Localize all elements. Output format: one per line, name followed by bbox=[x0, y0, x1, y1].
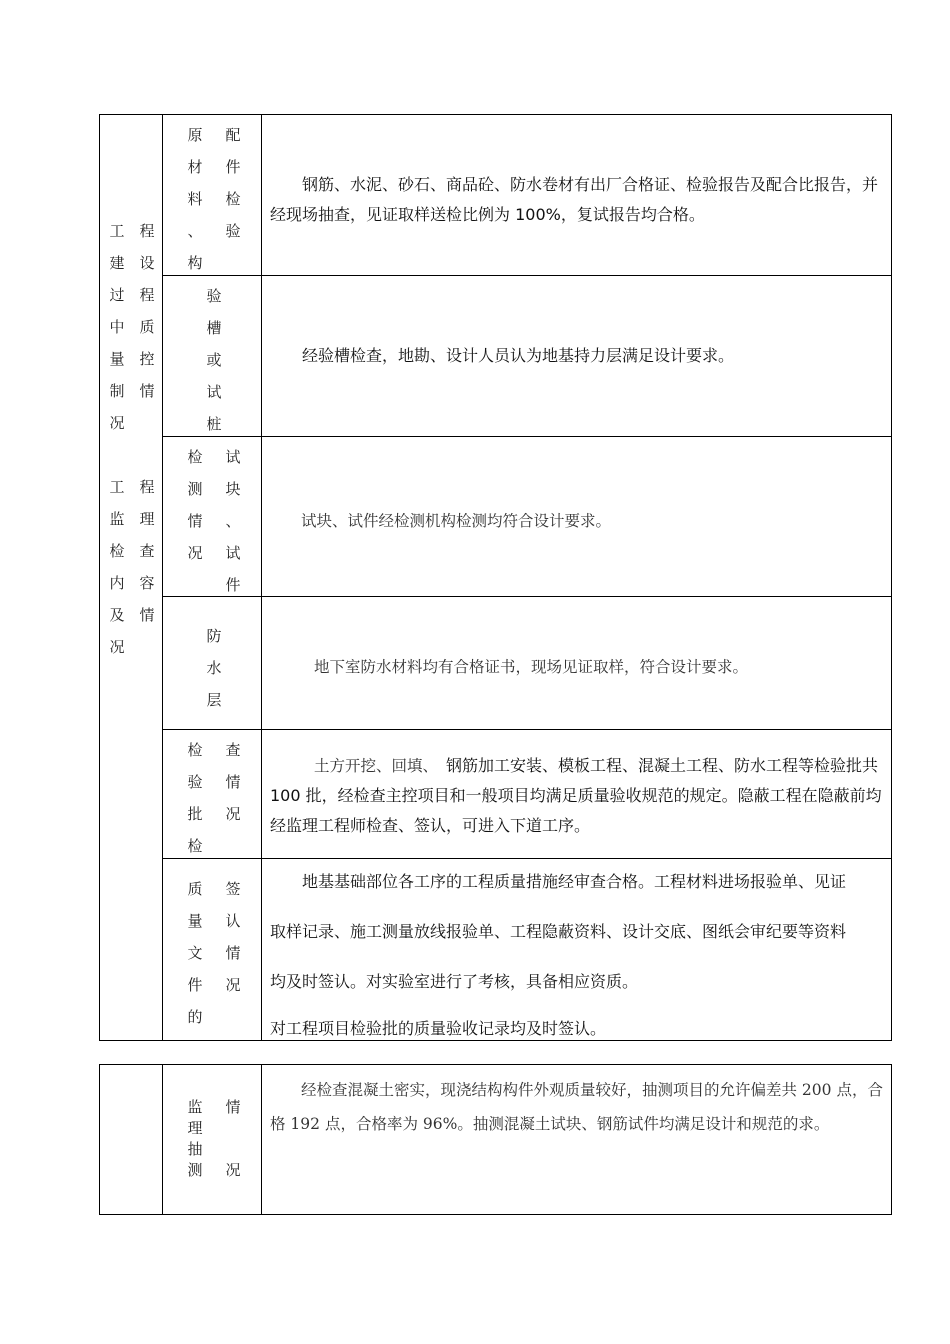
label-char: 情 bbox=[225, 1098, 241, 1116]
label-char: 文 bbox=[187, 944, 203, 962]
column-divider-2 bbox=[261, 115, 262, 1040]
label-char: 测 bbox=[187, 1161, 203, 1179]
label-char: 件 bbox=[225, 158, 241, 176]
label-char: 质 bbox=[187, 880, 203, 898]
content-part: 土方开挖、回填、 bbox=[314, 757, 439, 775]
label-char bbox=[176, 569, 214, 601]
label-char: 检 bbox=[187, 741, 203, 759]
label-char bbox=[214, 830, 252, 862]
label-char: 情 bbox=[225, 944, 241, 962]
label-char: 、 bbox=[225, 512, 241, 530]
label-char: 检 bbox=[187, 837, 203, 855]
row-label-trench bbox=[176, 280, 252, 440]
label-char: 抽 bbox=[187, 1140, 203, 1158]
header-char: 查 bbox=[139, 542, 155, 560]
header-char: 建 bbox=[109, 254, 125, 272]
header-char: 程 bbox=[139, 222, 155, 240]
row-content-specimens: 试块、试件经检测机构检测均符合设计要求。 bbox=[301, 512, 612, 530]
label-char: 配 bbox=[225, 126, 241, 144]
header-char: 程 bbox=[139, 286, 155, 304]
header-char: 控 bbox=[139, 350, 155, 368]
label-char: 理 bbox=[187, 1119, 203, 1137]
label-char: 况 bbox=[187, 544, 203, 562]
header-char: 制 bbox=[109, 382, 125, 400]
content-part: 钢筋加工安装、模板工程、混凝土工程、防水工程等检验批共 100 批，经检查主控项目和一般项目均满足质量验收规范的规定。隐蔽工程在隐蔽前均经监理工程师检查、签认，可进入下道工序。 bbox=[270, 756, 882, 835]
header-char: 检 bbox=[109, 542, 125, 560]
label-char: 试 bbox=[225, 448, 241, 466]
label-char: 试 bbox=[206, 383, 222, 401]
row-content-inspection-lots bbox=[270, 751, 887, 841]
header-char: 工 bbox=[109, 222, 125, 240]
label-char: 试 bbox=[225, 544, 241, 562]
header-char: 理 bbox=[139, 510, 155, 528]
header-char: 内 bbox=[109, 574, 125, 592]
header-char: 设 bbox=[139, 254, 155, 272]
label-char: 检 bbox=[187, 448, 203, 466]
label-char: 查 bbox=[225, 741, 241, 759]
header-char: 况 bbox=[109, 638, 125, 656]
label-char: 或 bbox=[206, 351, 222, 369]
header-char bbox=[132, 631, 162, 663]
row-label-specimens bbox=[176, 441, 252, 601]
header-char bbox=[132, 407, 162, 439]
label-char: 件 bbox=[187, 976, 203, 994]
label-char: 批 bbox=[187, 805, 203, 823]
row-content-waterproofing: 地下室防水材料均有合格证书，现场见证取样，符合设计要求。 bbox=[314, 658, 749, 676]
label-char: 检 bbox=[225, 190, 241, 208]
label-char bbox=[214, 1139, 252, 1160]
header-char: 工 bbox=[109, 478, 125, 496]
row-label-waterproofing bbox=[176, 620, 252, 716]
label-char: 件 bbox=[225, 576, 241, 594]
header-char: 情 bbox=[139, 382, 155, 400]
label-char: 验 bbox=[206, 287, 222, 305]
supervision-sampling-table bbox=[99, 1064, 892, 1215]
row-label-materials bbox=[176, 119, 252, 279]
label-char: 的 bbox=[187, 1008, 203, 1026]
header-char: 过 bbox=[109, 286, 125, 304]
row-content-signoff bbox=[270, 857, 887, 1051]
header-char: 监 bbox=[109, 510, 125, 528]
label-char: 情 bbox=[225, 773, 241, 791]
header-char: 质 bbox=[139, 318, 155, 336]
label-char: 验 bbox=[187, 773, 203, 791]
content-line: 取样记录、施工测量放线报验单、工程隐蔽资料、设计交底、图纸会审纪要等资料 bbox=[270, 922, 847, 941]
content-line: 均及时签认。对实验室进行了考核，具备相应资质。 bbox=[270, 972, 639, 991]
label-char: 构 bbox=[187, 254, 203, 272]
label-char: 块 bbox=[225, 480, 241, 498]
label-char: 桩 bbox=[206, 415, 222, 433]
header-char: 及 bbox=[109, 606, 125, 624]
row-divider bbox=[162, 436, 891, 437]
label-char: 材 bbox=[187, 158, 203, 176]
label-char: 量 bbox=[187, 912, 203, 930]
row-content-sampling: 经检查混凝土密实，现浇结构构件外观质量较好，抽测项目的允许偏差共 200 点，合格 192 点，合格率为 96%。抽测混凝土试块、钢筋试件均满足设计和规范的求。 bbox=[270, 1081, 883, 1133]
content-line: 对工程项目检验批的质量验收记录均及时签认。 bbox=[270, 1019, 607, 1038]
row-divider bbox=[162, 275, 891, 276]
label-char: 况 bbox=[225, 805, 241, 823]
column-divider-2 bbox=[261, 1065, 262, 1214]
row-label-inspection-lots bbox=[176, 734, 252, 862]
header-char: 量 bbox=[109, 350, 125, 368]
label-char: 测 bbox=[187, 480, 203, 498]
row-divider bbox=[162, 729, 891, 730]
header-char: 中 bbox=[109, 318, 125, 336]
row-divider bbox=[162, 596, 891, 597]
label-char: 验 bbox=[225, 222, 241, 240]
row-label-sampling bbox=[176, 1097, 252, 1181]
label-char: 层 bbox=[206, 691, 222, 709]
label-char: 防 bbox=[206, 627, 222, 645]
label-char: 槽 bbox=[206, 319, 222, 337]
row-content-materials: 钢筋、水泥、砂石、商品砼、防水卷材有出厂合格证、检验报告及配合比报告，并经现场抽查，见证取样送检比例为 100%，复试报告均合格。 bbox=[270, 175, 879, 224]
label-char: 情 bbox=[187, 512, 203, 530]
header-char: 程 bbox=[139, 478, 155, 496]
row-content-trench: 经验槽检查，地勘、设计人员认为地基持力层满足设计要求。 bbox=[302, 346, 735, 365]
quality-control-table bbox=[99, 114, 892, 1041]
label-char bbox=[214, 247, 252, 279]
section-header-label bbox=[102, 215, 162, 663]
label-char: 原 bbox=[187, 126, 203, 144]
column-divider-1 bbox=[162, 115, 163, 1040]
column-divider-1 bbox=[162, 1065, 163, 1214]
label-char: 况 bbox=[225, 976, 241, 994]
label-char: 、 bbox=[187, 222, 203, 240]
label-char: 监 bbox=[187, 1098, 203, 1116]
label-char: 水 bbox=[206, 659, 222, 677]
label-char: 况 bbox=[225, 1161, 241, 1179]
label-char: 料 bbox=[187, 190, 203, 208]
label-char: 认 bbox=[225, 912, 241, 930]
header-char: 情 bbox=[139, 606, 155, 624]
header-char: 况 bbox=[109, 414, 125, 432]
header-char: 容 bbox=[139, 574, 155, 592]
label-char bbox=[214, 1118, 252, 1139]
label-char bbox=[214, 1001, 252, 1033]
label-char: 签 bbox=[225, 880, 241, 898]
content-line: 地基基础部位各工序的工程质量措施经审查合格。工程材料进场报验单、见证 bbox=[302, 872, 847, 891]
row-label-signoff bbox=[176, 873, 252, 1033]
